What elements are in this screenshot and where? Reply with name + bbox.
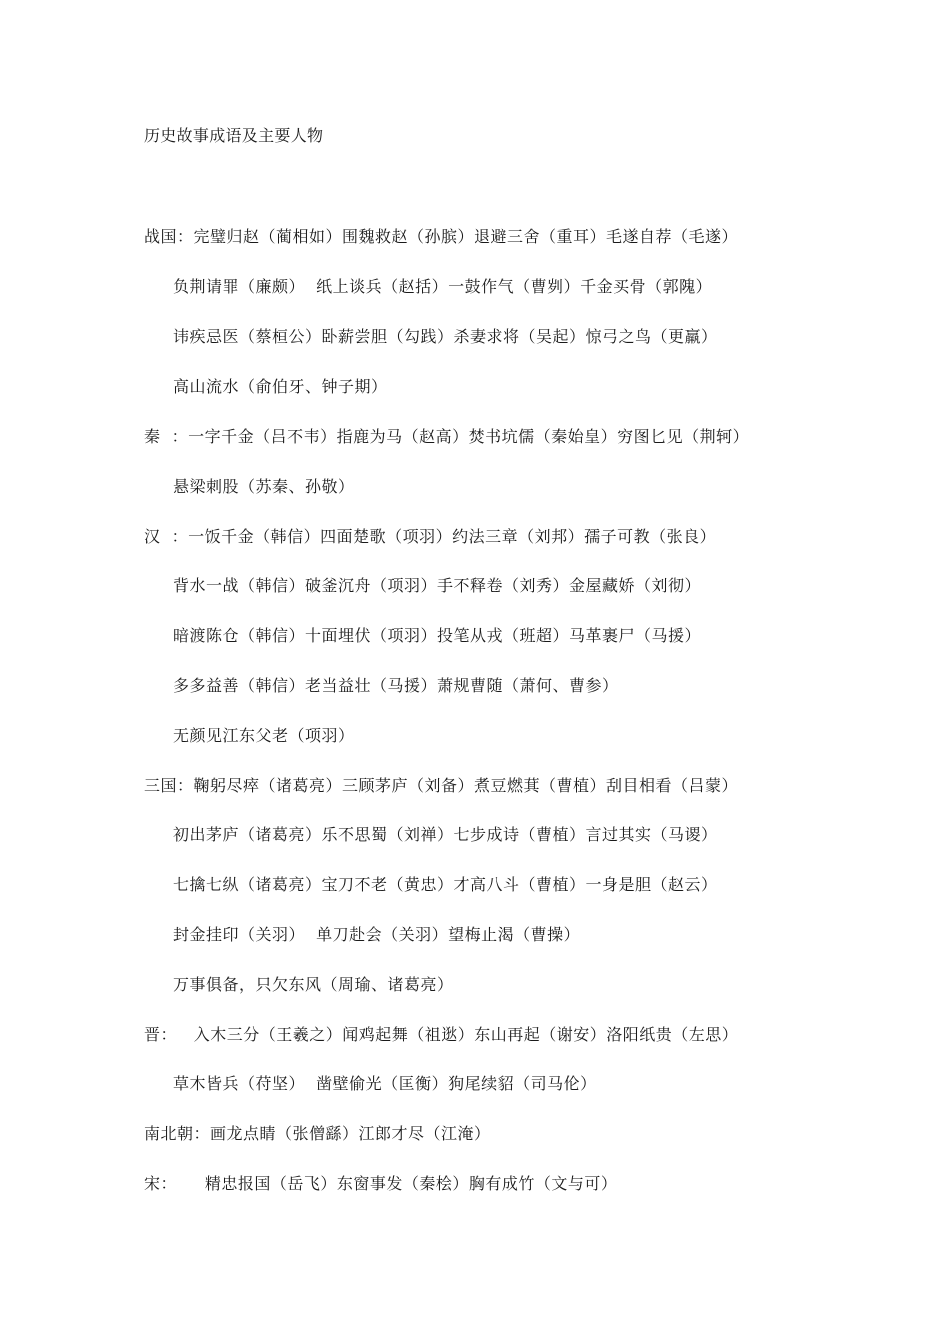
line-han-4: 多多益善（韩信）老当益壮（马援）萧规曹随（萧何、曹参） [173,676,619,695]
line-han-1: 汉 ：一饭千金（韩信）四面楚歌（项羽）约法三章（刘邦）孺子可教（张良） [144,527,717,546]
line-sanguo-4: 封金挂印（关羽） 单刀赴会（关羽）望梅止渴（曹操） [173,925,581,944]
line-sanguo-1: 三国：鞠躬尽瘁（诸葛亮）三顾茅庐（刘备）煮豆燃萁（曹植）刮目相看（吕蒙） [144,776,739,795]
line-jin-2: 草木皆兵（苻坚） 凿壁偷光（匡衡）狗尾续貂（司马伦） [173,1074,597,1093]
line-han-2: 背水一战（韩信）破釜沉舟（项羽）手不释卷（刘秀）金屋藏娇（刘彻） [173,576,702,595]
line-nanbeichao: 南北朝：画龙点睛（张僧繇）江郎才尽（江淹） [144,1124,491,1143]
line-han-5: 无颜见江东父老（项羽） [173,726,355,745]
line-sanguo-3: 七擒七纵（诸葛亮）宝刀不老（黄忠）才高八斗（曹植）一身是胆（赵云） [173,875,718,894]
line-zhanguo-2: 负荆请罪（廉颇） 纸上谈兵（赵括）一鼓作气（曹刿）千金买骨（郭隗） [173,277,713,296]
line-sanguo-5: 万事俱备，只欠东风（周瑜、诸葛亮） [173,975,454,994]
line-han-3: 暗渡陈仓（韩信）十面埋伏（项羽）投笔从戎（班超）马革裹尸（马援） [173,626,702,645]
line-zhanguo-4: 高山流水（俞伯牙、钟子期） [173,377,388,396]
line-zhanguo-3: 讳疾忌医（蔡桓公）卧薪尝胆（勾践）杀妻求将（吴起）惊弓之鸟（更羸） [173,327,718,346]
line-qin-1: 秦 ：一字千金（吕不韦）指鹿为马（赵高）焚书坑儒（秦始皇）穷图匕见（荆轲） [144,427,750,446]
line-qin-2: 悬梁刺股（苏秦、孙敬） [173,477,355,496]
line-song: 宋： 精忠报国（岳飞）东窗事发（秦桧）胸有成竹（文与可） [144,1174,618,1193]
line-jin-1: 晋： 入木三分（王羲之）闻鸡起舞（祖逖）东山再起（谢安）洛阳纸贵（左思） [144,1025,739,1044]
line-zhanguo-1: 战国：完璧归赵（蔺相如）围魏救赵（孙膑）退避三舍（重耳）毛遂自荐（毛遂） [144,227,739,246]
page-title: 历史故事成语及主要人物 [144,126,324,145]
line-sanguo-2: 初出茅庐（诸葛亮）乐不思蜀（刘禅）七步成诗（曹植）言过其实（马谡） [173,825,718,844]
